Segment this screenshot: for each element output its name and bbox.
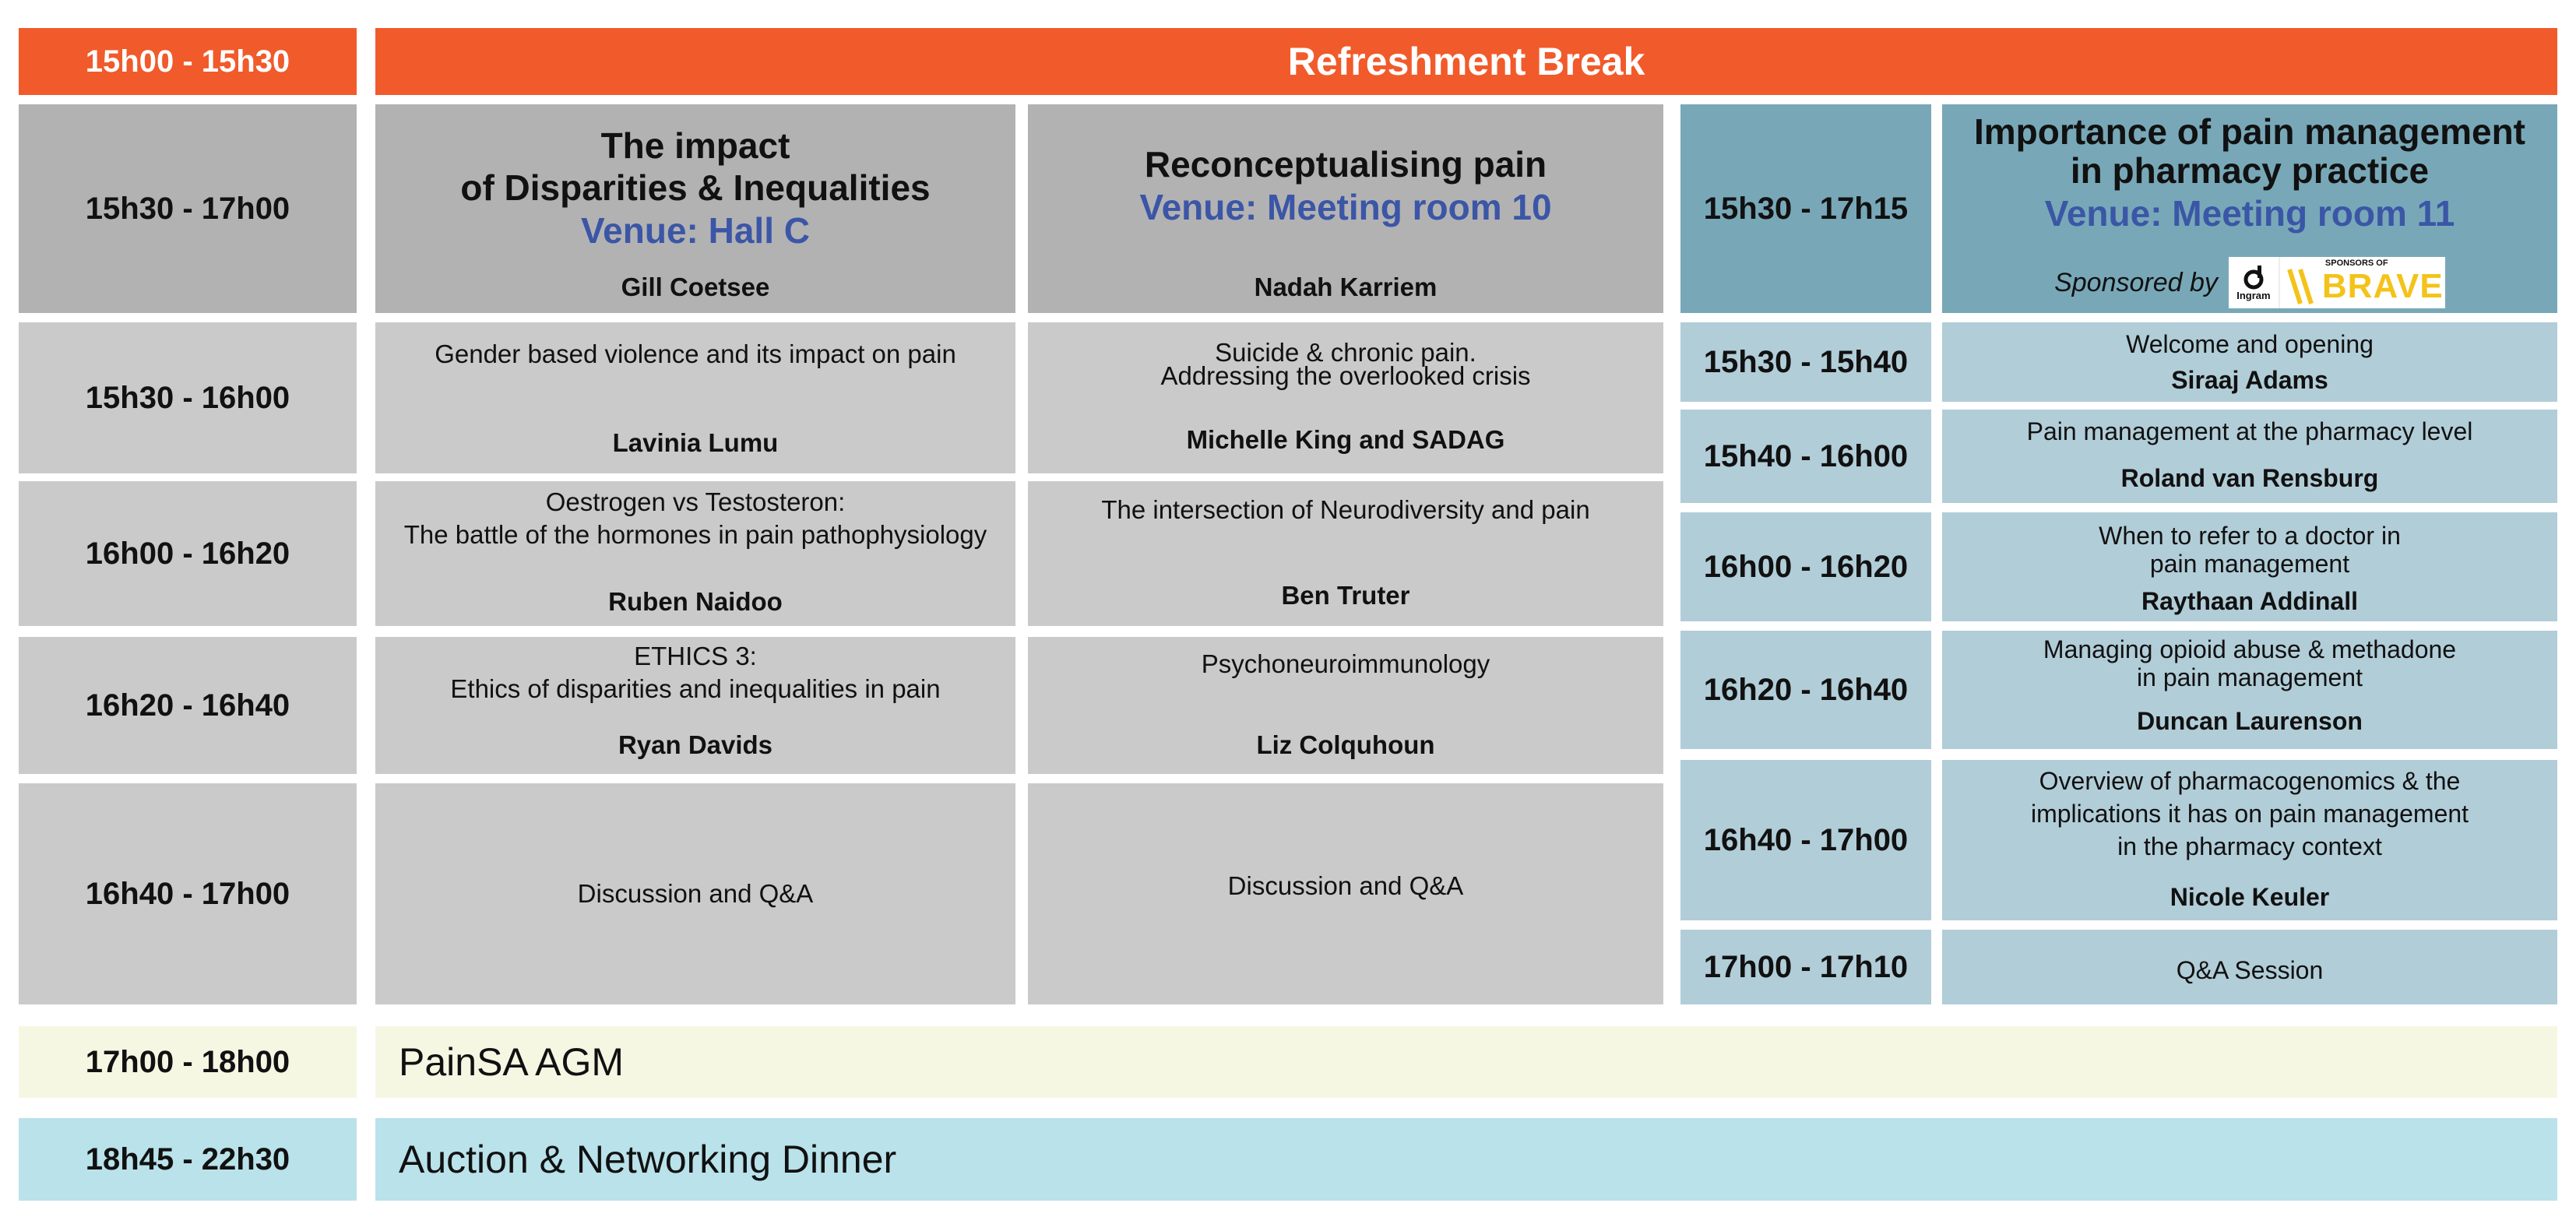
dinner-time [19,1118,357,1201]
session-chair: Gill Coetsee [621,273,770,301]
talk-title: Overview of pharmacogenomics & the implications it has on pain management in the pharmacy context [2030,767,2469,860]
talk-cell [375,481,1015,626]
talk-title: Q&A Session [2176,955,2324,984]
slot-time-text: 16h20 - 16h40 [85,688,290,723]
speaker-name: Raythaan Addinall [2141,587,2358,615]
talk-title: When to refer to a doctor in pain management [2099,522,2401,578]
sponsors-of-label: SPONSORS OF [2324,259,2388,268]
slot-time [1680,930,1931,1004]
session-reconceptualising-header [1028,104,1663,313]
talk-cell [1942,760,2557,920]
speaker-name: Ruben Naidoo [608,587,783,616]
talk-title: Psychoneuroimmunology [1201,649,1490,678]
talk-cell [1028,783,1663,1004]
session-title-line2: in pharmacy practice [2070,150,2430,191]
talk-cell [1028,637,1663,774]
break-time-text: 15h00 - 15h30 [85,44,290,79]
dinner-title: Auction & Networking Dinner [399,1138,897,1181]
brave-wordmark: BRAVE [2321,267,2444,305]
venue-label: Venue: Hall C [581,210,810,251]
sponsored-by-label: Sponsored by [2054,267,2218,297]
speaker-name: Ben Truter [1281,581,1410,610]
talk-title: Pain management at the pharmacy level [2026,417,2473,445]
talk-title: Discussion and Q&A [577,879,814,908]
agm-row [375,1026,2557,1098]
track-b-time-text: 15h30 - 17h15 [1703,191,1909,226]
speaker-name: Roland van Rensburg [2120,464,2379,492]
slot-time-text: 16h40 - 17h00 [1703,822,1909,857]
ingram-mark-icon [2242,264,2265,290]
slot-time [19,322,357,473]
talk-title: Welcome and opening [2126,330,2374,358]
break-banner [375,28,2557,95]
talk-title: Suicide & chronic pain. Addressing the overlooked crisis [1160,338,1531,390]
speaker-name: Ryan Davids [618,730,773,759]
talk-title: Managing opioid abuse & methadone in pain management [2043,635,2457,691]
track-a-time [19,104,357,313]
session-title: Reconceptualising pain [1144,144,1547,185]
slot-time-text: 16h00 - 16h20 [1703,549,1909,584]
session-title-line2: of Disparities & Inequalities [460,167,931,208]
session-title-line1: The impact [600,125,790,166]
agm-time-text: 17h00 - 18h00 [85,1044,290,1079]
session-disparities-header [375,104,1015,313]
slot-time [1680,322,1931,402]
slot-time [19,783,357,1004]
ingram-wordmark: Ingram [2236,290,2271,301]
slot-time [1680,760,1931,920]
slot-time-text: 17h00 - 17h10 [1703,949,1909,984]
session-chair: Nadah Karriem [1254,273,1438,301]
session-title-line1: Importance of pain management [1973,111,2525,152]
agm-title: PainSA AGM [399,1040,625,1084]
talk-title: Gender based violence and its impact on pain [435,339,956,368]
speaker-name: Liz Colquhoun [1256,730,1435,759]
break-time [19,28,357,95]
talk-cell [1942,512,2557,621]
talk-cell [375,322,1015,473]
speaker-name: Siraaj Adams [2171,366,2328,394]
track-b-time [1680,104,1931,313]
slot-time-text: 16h20 - 16h40 [1703,672,1909,707]
slot-time-text: 15h40 - 16h00 [1703,438,1909,473]
talk-title: Oestrogen vs Testosteron: The battle of the hormones in pain pathophysiology [403,487,987,549]
talk-title: ETHICS 3: Ethics of disparities and inequalities in pain [450,642,941,703]
track-a-time-text: 15h30 - 17h00 [85,191,290,226]
venue-label: Venue: Meeting room 10 [1139,187,1552,227]
talk-cell [1942,930,2557,1004]
slot-time [19,637,357,774]
sponsor-row [1942,257,2557,308]
talk-cell [1942,322,2557,402]
talk-cell [1028,322,1663,473]
speaker-name: Michelle King and SADAG [1186,425,1505,454]
brave-logo [2280,257,2445,308]
session-pharmacy-header [1942,104,2557,313]
slot-time [1680,631,1931,749]
slot-time-text: 16h40 - 17h00 [85,876,290,911]
ingram-logo [2229,257,2280,308]
talk-title: Discussion and Q&A [1227,871,1464,900]
speaker-name: Nicole Keuler [2170,883,2330,911]
talk-title: The intersection of Neurodiversity and pain [1101,495,1590,524]
slot-time-text: 15h30 - 15h40 [1703,344,1909,379]
talk-cell [1942,631,2557,749]
speaker-name: Duncan Laurenson [2137,707,2363,735]
venue-label: Venue: Meeting room 11 [2044,193,2455,234]
agm-time [19,1026,357,1098]
sponsor-logos [2229,257,2445,308]
slot-time-text: 16h00 - 16h20 [85,536,290,571]
slot-time [19,481,357,626]
speaker-name: Lavinia Lumu [612,428,779,457]
slot-time [1680,410,1931,503]
slot-time-text: 15h30 - 16h00 [85,380,290,415]
talk-cell [1942,410,2557,503]
dinner-row [375,1118,2557,1201]
talk-cell [1028,481,1663,626]
talk-cell [375,783,1015,1004]
dinner-time-text: 18h45 - 22h30 [85,1141,290,1177]
break-title: Refreshment Break [1287,40,1645,83]
slot-time [1680,512,1931,621]
talk-cell [375,637,1015,774]
